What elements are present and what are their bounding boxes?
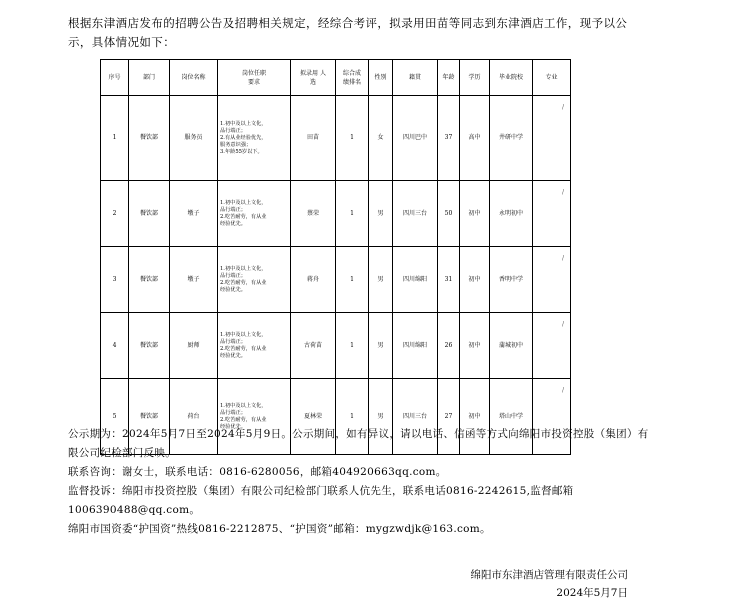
cell-post: 墩子 (170, 247, 218, 313)
cell-candidate: 夏林荣 (291, 379, 336, 455)
cell-rank: 1 (336, 313, 369, 379)
hiring-table (100, 59, 571, 455)
cell-sex: 男 (369, 181, 393, 247)
cell-origin: 四川绵阳 (393, 313, 438, 379)
cell-edu: 初中 (460, 247, 490, 313)
header-rank: 综合成 绩排名 (336, 60, 369, 96)
signature-company: 绵阳市东津酒店管理有限责任公司 (470, 569, 628, 581)
header-no: 序号 (101, 60, 129, 96)
cell-major: / (533, 181, 571, 247)
cell-req: 1.初中及以上文化， 品行端正； 2.吃苦耐劳，有从业 经验优先。 (218, 247, 291, 313)
table-row (101, 96, 571, 181)
table-row (101, 247, 571, 313)
header-dept: 部门 (129, 60, 170, 96)
cell-req: 1.初中及以上文化， 品行端正； 2.吃苦耐劳，有从业 经验优先。 (218, 181, 291, 247)
cell-post: 荷台 (170, 379, 218, 455)
cell-req: 1.初中及以上文化， 品行端正； 2.有从业经验优先， 服务意识强； 3.年龄55岁以下。 (218, 96, 291, 181)
notice-period-paragraph: 公示期为：2024年5月7日至2024年5月9日。公示期间，如有异议，请以电话、信函等方式向绵阳市投资控股（集团）有限公司纪检部门反映。 (68, 428, 649, 459)
cell-rank: 1 (336, 379, 369, 455)
cell-origin: 四川巴中 (393, 96, 438, 181)
cell-dept: 餐饮部 (129, 379, 170, 455)
cell-origin: 四川三台 (393, 181, 438, 247)
cell-school: 香明中学 (490, 247, 533, 313)
table-row (101, 313, 571, 379)
cell-req: 1.初中及以上文化， 品行端正； 2.吃苦耐劳，有从业 经验优先。 (218, 313, 291, 379)
cell-age: 50 (438, 181, 460, 247)
contact-paragraph: 联系咨询：谢女士，联系电话：0816-6280056，邮箱404920663qq.com。 (68, 466, 447, 478)
cell-post: 服务员 (170, 96, 218, 181)
cell-no: 2 (101, 181, 129, 247)
cell-school: 塔山中学 (490, 379, 533, 455)
signature-date: 2024年5月7日 (556, 587, 628, 599)
cell-rank: 1 (336, 247, 369, 313)
cell-sex: 女 (369, 96, 393, 181)
cell-candidate: 古荷苗 (291, 313, 336, 379)
cell-origin: 四川绵阳 (393, 247, 438, 313)
hotline-paragraph: 绵阳市国资委“护国资”热线0816-2212875、“护国资”邮箱：mygzwdjk@163.com。 (68, 523, 491, 535)
header-candidate: 拟录用 人 选 (291, 60, 336, 96)
cell-candidate: 田苗 (291, 96, 336, 181)
cell-candidate: 蒋舟 (291, 247, 336, 313)
cell-age: 37 (438, 96, 460, 181)
cell-rank: 1 (336, 181, 369, 247)
cell-no: 3 (101, 247, 129, 313)
cell-edu: 高中 (460, 96, 490, 181)
cell-age: 31 (438, 247, 460, 313)
cell-edu: 初中 (460, 379, 490, 455)
header-post: 岗位名称 (170, 60, 218, 96)
header-age: 年龄 (438, 60, 460, 96)
cell-no: 4 (101, 313, 129, 379)
cell-sex: 男 (369, 379, 393, 455)
cell-no: 5 (101, 379, 129, 455)
cell-dept: 餐饮部 (129, 96, 170, 181)
supervision-paragraph: 监督投诉：绵阳市投资控股（集团）有限公司纪检部门联系人伉先生，联系电话0816-2242615,监督邮箱1006390488@qq.com。 (68, 485, 574, 516)
cell-edu: 初中 (460, 181, 490, 247)
cell-major: / (533, 313, 571, 379)
cell-req: 1.初中及以上文化， 品行端正； 2.吃苦耐劳，有从业 经验优先。 (218, 379, 291, 455)
cell-dept: 餐饮部 (129, 313, 170, 379)
cell-sex: 男 (369, 247, 393, 313)
header-origin: 籍贯 (393, 60, 438, 96)
cell-edu: 初中 (460, 313, 490, 379)
cell-dept: 餐饮部 (129, 181, 170, 247)
cell-age: 27 (438, 379, 460, 455)
cell-dept: 餐饮部 (129, 247, 170, 313)
cell-origin: 四川三台 (393, 379, 438, 455)
header-major: 专业 (533, 60, 571, 96)
cell-major: / (533, 96, 571, 181)
cell-major: / (533, 247, 571, 313)
header-req: 岗位任职 要求 (218, 60, 291, 96)
header-school: 毕业院校 (490, 60, 533, 96)
cell-major: / (533, 379, 571, 455)
table-row (101, 181, 571, 247)
intro-paragraph: 根据东津酒店发布的招聘公告及招聘相关规定，经综合考评，拟录用田苗等同志到东津酒店工作，现予以公示，具体情况如下： (68, 16, 628, 49)
cell-no: 1 (101, 96, 129, 181)
signature-block (471, 566, 629, 602)
cell-sex: 男 (369, 313, 393, 379)
cell-candidate: 蔡荣 (291, 181, 336, 247)
header-sex: 性别 (369, 60, 393, 96)
cell-post: 墩子 (170, 181, 218, 247)
table-header-row (101, 60, 571, 96)
cell-school: 蒲城初中 (490, 313, 533, 379)
cell-school: 永明初中 (490, 181, 533, 247)
cell-post: 厨师 (170, 313, 218, 379)
header-edu: 学历 (460, 60, 490, 96)
cell-rank: 1 (336, 96, 369, 181)
cell-age: 26 (438, 313, 460, 379)
cell-school: 井研中学 (490, 96, 533, 181)
